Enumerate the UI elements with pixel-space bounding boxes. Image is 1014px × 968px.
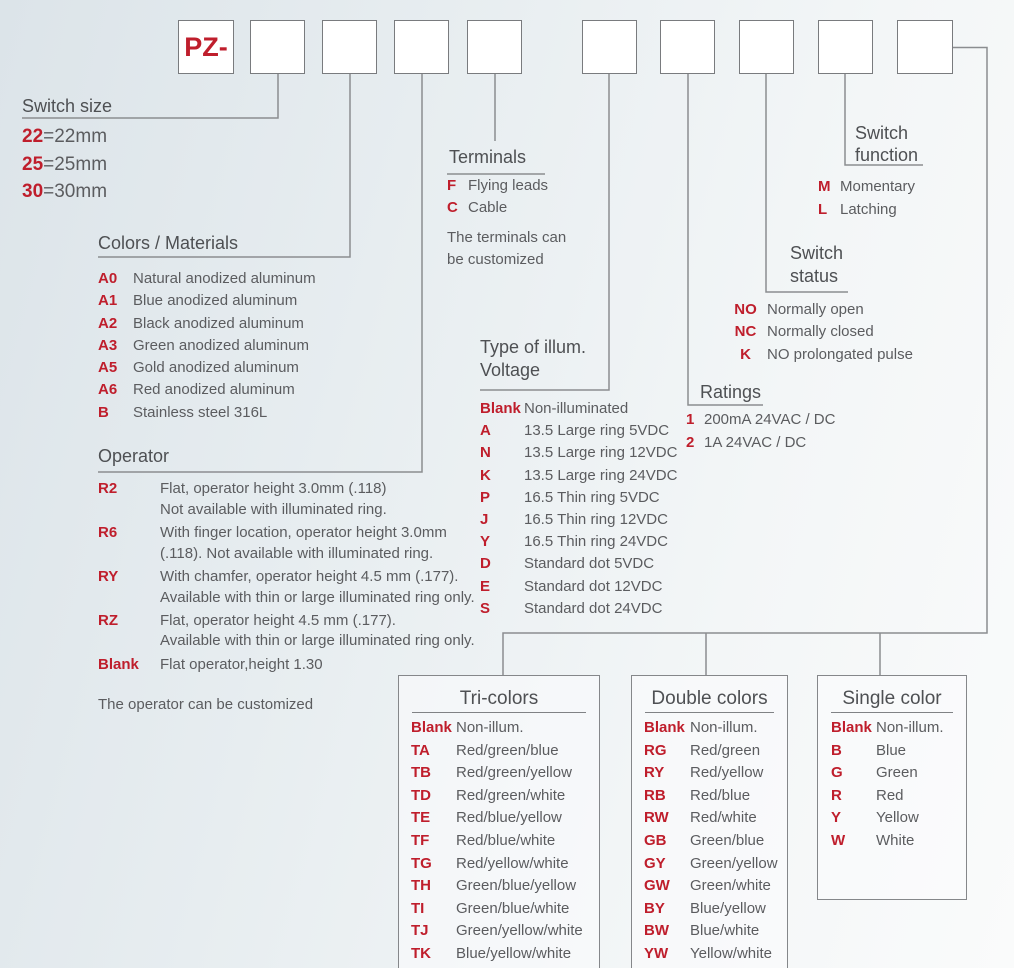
code-value: M [818, 178, 831, 195]
tri-colors-title: Tri-colors [459, 688, 539, 709]
switch-function-title [855, 122, 918, 166]
code-description: 16.5 Thin ring 5VDC [524, 488, 660, 506]
code-description: Red/blue/white [456, 831, 556, 849]
code-description: =30mm [43, 181, 108, 202]
code-value: 2 [686, 433, 695, 451]
code-row [644, 943, 778, 966]
code-description-line1: Flat, operator height 4.5 mm (.177). [160, 611, 396, 629]
code-value: K [740, 345, 751, 363]
code-description-line2: (.118). Not available with illuminated ring. [160, 544, 434, 562]
code-box-illumination [582, 20, 637, 74]
code-value: TG [411, 854, 432, 872]
code-row [480, 420, 677, 442]
single-color-items [831, 717, 944, 853]
code-value: RW [644, 809, 669, 827]
code-description: Red/yellow/white [456, 854, 569, 872]
code-description: Gold anodized aluminum [133, 359, 299, 377]
code-description: Red anodized aluminum [133, 381, 295, 399]
switch-size-title: Switch size [22, 96, 113, 116]
code-row [831, 762, 944, 785]
code-row [644, 740, 778, 763]
connector-line [98, 74, 350, 257]
code-row [411, 807, 583, 830]
code-value: Blank [831, 719, 872, 736]
code-row [98, 313, 316, 335]
code-description: Black anodized aluminum [133, 314, 304, 332]
code-row [98, 567, 475, 608]
code-description-line1: Flat, operator height 3.0mm (.118) [160, 480, 387, 497]
code-value: A3 [98, 336, 118, 354]
code-box-switch-status [739, 20, 794, 74]
double-colors-items [644, 717, 778, 966]
code-value: R2 [98, 480, 118, 497]
illumination-title-line2: Voltage [480, 360, 541, 380]
code-value: TH [411, 877, 431, 895]
code-box-terminals [467, 20, 522, 74]
terminals-title: Terminals [449, 147, 527, 167]
illumination-title [480, 336, 586, 382]
part-prefix: PZ- [184, 31, 228, 62]
code-value: GY [644, 854, 666, 872]
code-value: BW [644, 922, 669, 940]
code-description-line2: Available with thin or large illuminated ring only. [160, 588, 475, 606]
code-description: Green anodized aluminum [133, 336, 309, 354]
code-value: A5 [98, 359, 118, 377]
code-value: A [480, 422, 491, 440]
code-row [411, 920, 583, 943]
operator-title: Operator [98, 446, 170, 466]
colors-materials-items [98, 268, 316, 424]
code-row [831, 785, 944, 808]
code-value: G [831, 764, 843, 782]
operator-items [98, 479, 475, 678]
code-description: 16.5 Thin ring 24VDC [524, 533, 668, 551]
double-colors-divider [645, 712, 774, 713]
switch-status-title [790, 242, 843, 288]
code-description: Yellow/white [690, 944, 772, 962]
switch-size-items [22, 123, 107, 206]
code-row [98, 290, 316, 312]
ratings-items [686, 409, 835, 454]
code-value: Blank [98, 655, 139, 673]
code-row [447, 175, 548, 197]
code-description: Red/green/blue [456, 741, 559, 759]
code-description: Red/blue [690, 786, 751, 804]
code-row [98, 479, 475, 520]
single-color-box [817, 675, 967, 900]
code-value: B [98, 403, 109, 421]
switch-status-title-line1: Switch [790, 243, 844, 263]
code-value: A0 [98, 270, 118, 287]
code-row [411, 853, 583, 876]
code-row [98, 379, 316, 401]
code-description: Red/green [690, 741, 761, 759]
code-description: Blue/yellow/white [456, 944, 572, 962]
code-value: A6 [98, 381, 118, 399]
code-row [22, 123, 107, 151]
operator-note: The operator can be customized [98, 696, 314, 713]
code-value: S [480, 599, 491, 617]
code-description: Red/green/white [456, 786, 566, 804]
code-row [644, 898, 778, 921]
code-value: RG [644, 741, 667, 759]
code-row [831, 740, 944, 763]
code-description: Yellow [876, 809, 919, 827]
code-value: RZ [98, 611, 118, 629]
code-row [818, 199, 915, 222]
ratings-title: Ratings [700, 382, 762, 402]
code-row [480, 509, 677, 531]
code-row [831, 807, 944, 830]
code-row [98, 268, 316, 290]
code-row [411, 740, 583, 763]
code-description: Cable [468, 199, 508, 217]
code-row [644, 920, 778, 943]
switch-function-title-line1: Switch [855, 123, 909, 143]
code-row [98, 523, 475, 564]
code-row [411, 875, 583, 898]
code-value: J [480, 511, 489, 529]
code-description: Blue/white [690, 922, 760, 940]
code-value: BY [644, 899, 665, 917]
code-value: TK [411, 944, 431, 962]
code-box-switch-function [818, 20, 873, 74]
code-row [411, 762, 583, 785]
code-description: Standard dot 5VDC [524, 555, 655, 573]
code-value: 25 [22, 153, 44, 175]
code-value: TI [411, 899, 425, 917]
code-value: Y [480, 533, 491, 551]
code-description: Red/white [690, 809, 757, 827]
code-value: Blank [411, 719, 452, 736]
code-value: C [447, 199, 458, 217]
code-value: F [447, 177, 457, 194]
code-row [831, 830, 944, 853]
double-colors-box [631, 675, 788, 968]
code-row [411, 785, 583, 808]
code-box-size [250, 20, 305, 74]
code-description: Latching [840, 200, 897, 218]
code-value: 22 [22, 126, 44, 147]
code-row [644, 875, 778, 898]
code-description: Flying leads [468, 177, 549, 194]
code-value: E [480, 577, 491, 595]
code-row [411, 898, 583, 921]
code-value: A2 [98, 314, 118, 332]
code-box-led-color [897, 20, 953, 74]
code-description: 13.5 Large ring 5VDC [524, 422, 670, 440]
code-description: Green/blue [690, 831, 765, 849]
code-value: RY [644, 764, 665, 782]
single-color-divider [831, 712, 953, 713]
code-description: 13.5 Large ring 24VDC [524, 466, 678, 484]
code-row [411, 830, 583, 853]
code-row [447, 197, 548, 219]
code-value: Blank [644, 719, 685, 736]
code-row [98, 357, 316, 379]
code-row [411, 943, 583, 966]
code-row [480, 598, 677, 620]
code-value: TB [411, 764, 431, 782]
code-description: Standard dot 24VDC [524, 599, 663, 617]
code-value: Blank [480, 400, 521, 417]
code-value: R [831, 786, 842, 804]
double-colors-title: Double colors [651, 688, 768, 709]
code-row [480, 398, 677, 420]
code-description: Green/blue/yellow [456, 877, 577, 895]
code-description: Blue/yellow [690, 899, 766, 917]
code-row [731, 321, 913, 343]
code-description: Green [876, 764, 918, 782]
code-description: Non-illum. [456, 719, 524, 736]
code-description: 16.5 Thin ring 12VDC [524, 511, 668, 529]
code-description-line1: Flat operator,height 1.30 [160, 655, 323, 673]
code-value: TA [411, 741, 430, 759]
code-value: GW [644, 877, 670, 895]
code-row [818, 176, 915, 199]
tri-colors-divider [412, 712, 586, 713]
code-description: 1A 24VAC / DC [704, 433, 807, 451]
code-row [731, 299, 913, 321]
colors-materials-title: Colors / Materials [98, 233, 239, 253]
tri-colors-items [411, 717, 583, 966]
code-row [644, 853, 778, 876]
code-value: W [831, 831, 846, 849]
code-description: Red [876, 786, 904, 804]
code-row [480, 465, 677, 487]
code-description: 13.5 Large ring 12VDC [524, 444, 678, 462]
code-value: A1 [98, 292, 118, 310]
code-row [731, 344, 913, 366]
code-value: 1 [686, 411, 695, 428]
code-value: K [480, 466, 491, 484]
code-value: GB [644, 831, 667, 849]
code-row [22, 151, 107, 179]
code-row [644, 807, 778, 830]
code-value: NO [734, 301, 757, 318]
code-description: Normally closed [767, 323, 874, 341]
switch-function-title-line2: function [855, 145, 919, 165]
code-value: L [818, 200, 828, 218]
code-row [98, 611, 475, 652]
switch-status-title-line2: status [790, 266, 839, 286]
code-row [480, 487, 677, 509]
code-value: YW [644, 944, 669, 962]
code-description: White [876, 831, 915, 849]
code-description: Green/white [690, 877, 771, 895]
code-row [98, 655, 475, 676]
code-row [98, 335, 316, 357]
code-value: TJ [411, 922, 429, 940]
code-description-line1: With chamfer, operator height 4.5 mm (.177). [160, 567, 459, 585]
code-row [831, 717, 944, 740]
code-row [644, 830, 778, 853]
single-color-title: Single color [842, 688, 942, 709]
switch-function-items [818, 176, 915, 221]
code-description: Momentary [840, 178, 916, 195]
code-description: Blue anodized aluminum [133, 292, 298, 310]
code-description: =25mm [43, 153, 108, 175]
code-value: RB [644, 786, 666, 804]
code-row [686, 432, 835, 455]
illumination-items [480, 398, 677, 620]
code-description: Natural anodized aluminum [133, 270, 316, 287]
code-description: 200mA 24VAC / DC [704, 411, 836, 428]
code-description: Blue [876, 741, 907, 759]
code-value: RY [98, 567, 119, 585]
switch-status-items [731, 299, 913, 366]
part-prefix-box [178, 20, 234, 74]
code-value: TE [411, 809, 431, 827]
code-description: Green/blue/white [456, 899, 570, 917]
code-row [480, 442, 677, 464]
code-box-operator [394, 20, 449, 74]
code-row [411, 717, 583, 740]
terminals-note-line1: The terminals can [447, 229, 567, 246]
code-description: NO prolongated pulse [767, 345, 913, 363]
code-description: =22mm [43, 126, 108, 147]
code-value: B [831, 741, 842, 759]
code-row [480, 576, 677, 598]
code-value: TF [411, 831, 430, 849]
code-row [480, 553, 677, 575]
code-description: Red/green/yellow [456, 764, 572, 782]
terminals-note-line2: be customized [447, 250, 544, 268]
code-description-line2: Not available with illuminated ring. [160, 500, 387, 518]
code-value: P [480, 488, 491, 506]
code-description: Red/yellow [690, 764, 764, 782]
code-value: 30 [22, 181, 44, 202]
code-value: R6 [98, 523, 118, 541]
code-row [644, 717, 778, 740]
code-row [644, 762, 778, 785]
code-description: Red/blue/yellow [456, 809, 562, 827]
code-row [686, 409, 835, 432]
code-description-line2: Available with thin or large illuminated ring only. [160, 632, 475, 650]
code-value: NC [734, 323, 757, 341]
code-box-ratings [660, 20, 715, 74]
code-value: D [480, 555, 491, 573]
code-description-line1: With finger location, operator height 3.0mm [160, 523, 447, 541]
tri-colors-box [398, 675, 600, 968]
code-row [480, 531, 677, 553]
code-value: N [480, 444, 491, 462]
code-description: Green/yellow/white [456, 922, 583, 940]
terminals-items [447, 175, 548, 220]
code-value: TD [411, 786, 431, 804]
code-description: Standard dot 12VDC [524, 577, 663, 595]
code-description: Stainless steel 316L [133, 403, 268, 421]
code-box-color-material [322, 20, 377, 74]
code-description: Non-illuminated [524, 400, 629, 417]
illumination-title-line1: Type of illum. [480, 337, 587, 357]
code-description: Non-illum. [690, 719, 758, 736]
terminals-note [447, 227, 566, 270]
code-value: Y [831, 809, 842, 827]
code-description: Normally open [767, 301, 864, 318]
code-row [644, 785, 778, 808]
code-description: Green/yellow [690, 854, 778, 872]
code-description: Non-illum. [876, 719, 944, 736]
code-row [98, 402, 316, 424]
code-row [22, 178, 107, 206]
